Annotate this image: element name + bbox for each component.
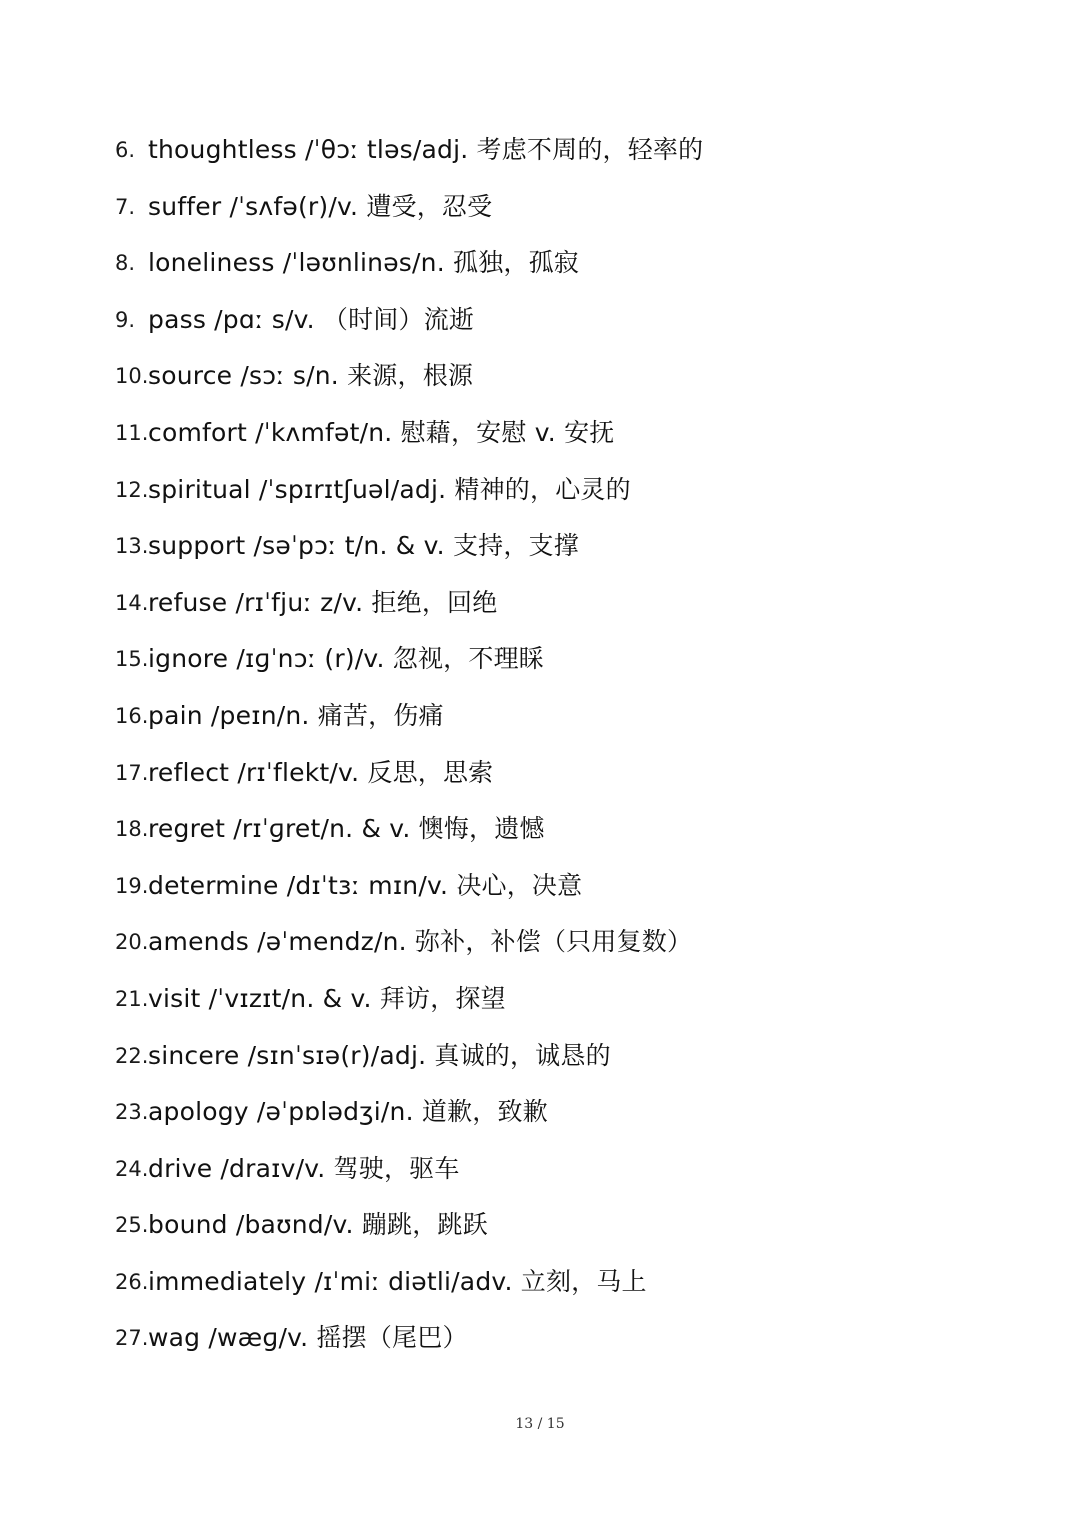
vocab-entry (0, 688, 1080, 745)
vocab-entry (0, 179, 1080, 236)
entry-number: 22. (115, 1043, 149, 1068)
vocab-entry (0, 631, 1080, 688)
vocab-entry (0, 801, 1080, 858)
vocab-entry (0, 914, 1080, 971)
entry-number: 14. (115, 590, 149, 615)
vocab-entry (0, 235, 1080, 292)
vocab-entry (0, 348, 1080, 405)
entry-number: 16. (115, 703, 149, 728)
vocab-entry (0, 1028, 1080, 1085)
entry-number: 25. (115, 1213, 149, 1238)
entry-text: suffer /ˈsʌfə(r)/v. 遭受，忍受 (148, 191, 493, 221)
entry-text: comfort /ˈkʌmfət/n. 慰藉，安慰 v. 安抚 (148, 417, 615, 447)
entry-text: support /səˈpɔː t/n. & v. 支持，支撑 (148, 531, 579, 561)
entry-number: 10. (115, 364, 149, 389)
entry-number: 20. (115, 930, 149, 955)
entry-text: pass /pɑː s/v. （时间）流逝 (148, 304, 475, 334)
vocab-entry (0, 1141, 1080, 1198)
entry-text: determine /dɪˈtɜː mɪn/v. 决心，决意 (148, 870, 583, 900)
entry-number: 8. (115, 251, 136, 276)
entry-number: 11. (115, 420, 149, 445)
entry-number: 7. (115, 194, 136, 219)
vocab-entry (0, 122, 1080, 179)
vocab-entry (0, 745, 1080, 802)
entry-text: loneliness /ˈləʊnlinəs/n. 孤独，孤寂 (148, 248, 579, 278)
vocab-entry (0, 971, 1080, 1028)
entry-text: ignore /ɪɡˈnɔː (r)/v. 忽视，不理睬 (148, 644, 544, 674)
entry-number: 19. (115, 873, 149, 898)
entry-number: 18. (115, 817, 149, 842)
entry-text: immediately /ɪˈmiː diətli/adv. 立刻，马上 (148, 1266, 647, 1296)
entry-text: amends /əˈmendz/n. 弥补，补偿（只用复数） (148, 927, 693, 957)
entry-text: spiritual /ˈspɪrɪtʃuəl/adj. 精神的，心灵的 (148, 474, 631, 504)
entry-number: 21. (115, 986, 149, 1011)
entry-text: wag /wæɡ/v. 摇摆（尾巴） (148, 1323, 468, 1353)
entry-text: sincere /sɪnˈsɪə(r)/adj. 真诚的，诚恳的 (148, 1040, 611, 1070)
vocab-entry (0, 518, 1080, 575)
entry-number: 27. (115, 1326, 149, 1351)
entry-number: 17. (115, 760, 149, 785)
vocab-entry (0, 575, 1080, 632)
vocab-entry (0, 858, 1080, 915)
vocab-entry (0, 1310, 1080, 1367)
entry-number: 24. (115, 1156, 149, 1181)
vocab-entry (0, 1254, 1080, 1311)
entry-text: drive /draɪv/v. 驾驶，驱车 (148, 1153, 460, 1183)
vocab-entry (0, 1084, 1080, 1141)
entry-number: 6. (115, 138, 136, 162)
page-number: 13 / 15 (515, 1416, 565, 1432)
vocabulary-list (0, 122, 1080, 1367)
entry-text: visit /ˈvɪzɪt/n. & v. 拜访，探望 (148, 983, 506, 1013)
vocab-entry (0, 462, 1080, 519)
entry-text: thoughtless /ˈθɔː tləs/adj. 考虑不周的，轻率的 (148, 135, 704, 164)
entry-number: 12. (115, 477, 149, 502)
entry-number: 26. (115, 1269, 149, 1294)
entry-number: 23. (115, 1100, 149, 1125)
entry-text: refuse /rɪˈfjuː z/v. 拒绝，回绝 (148, 587, 498, 617)
vocab-entry (0, 1197, 1080, 1254)
entry-text: reflect /rɪˈflekt/v. 反思，思索 (148, 757, 494, 787)
entry-number: 15. (115, 647, 149, 672)
entry-text: regret /rɪˈɡret/n. & v. 懊悔，遗憾 (148, 814, 545, 844)
vocab-entry (0, 292, 1080, 349)
entry-number: 13. (115, 534, 149, 559)
entry-text: pain /peɪn/n. 痛苦，伤痛 (148, 700, 444, 730)
vocab-entry (0, 405, 1080, 462)
entry-number: 9. (115, 307, 136, 332)
entry-text: apology /əˈpɒlədʒi/n. 道歉，致歉 (148, 1097, 548, 1127)
entry-text: bound /baʊnd/v. 蹦跳，跳跃 (148, 1210, 488, 1240)
entry-text: source /sɔː s/n. 来源，根源 (148, 361, 474, 391)
